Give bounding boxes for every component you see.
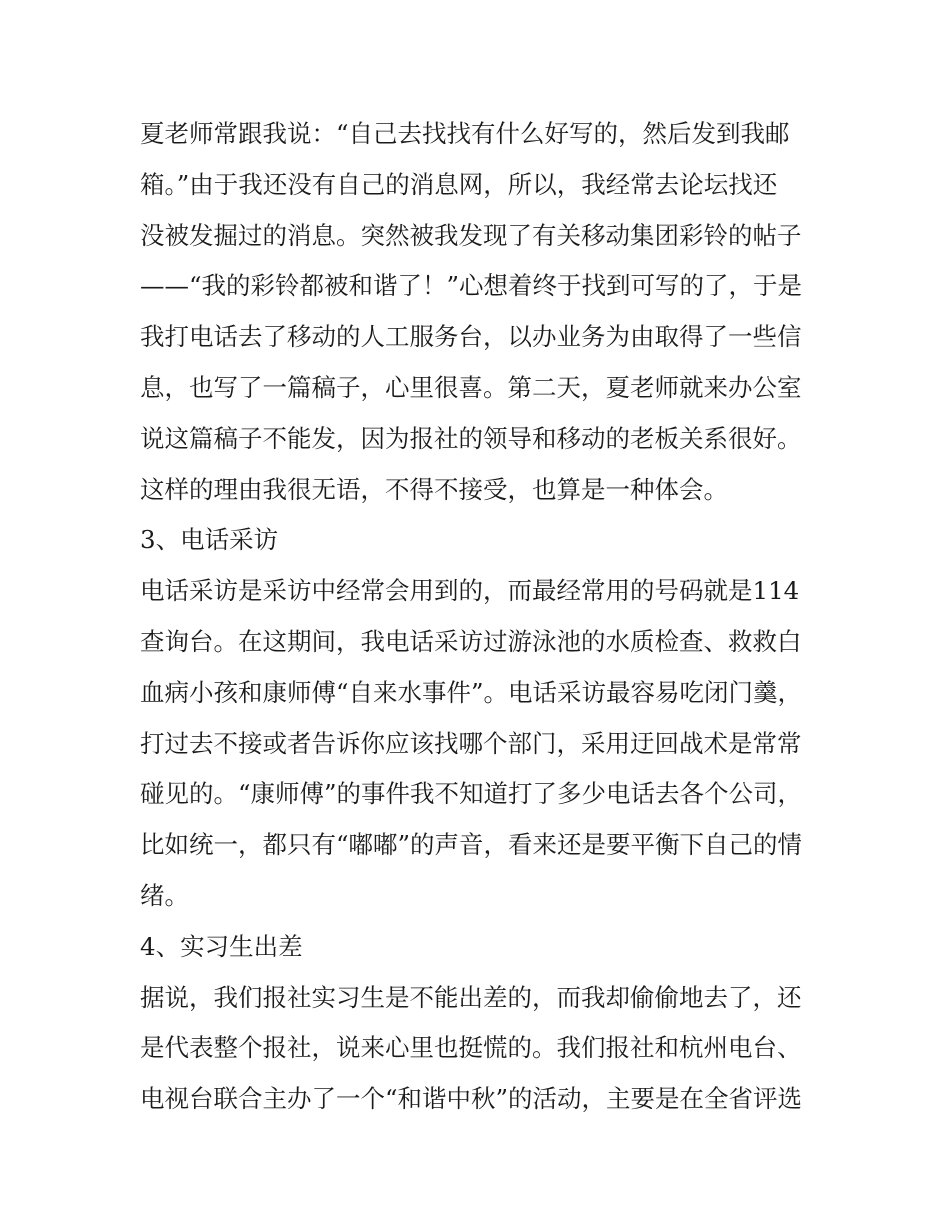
paragraph-line: 血病小孩和康师傅“自来水事件”。电话采访最容易吃闭门羹， <box>140 677 803 707</box>
body-text <box>140 109 810 1125</box>
section-heading-phone-interview: 3、电话采访 <box>140 525 279 555</box>
paragraph-line: 是代表整个报社，说来心里也挺慌的。我们报社和杭州电台、 <box>140 1033 802 1063</box>
paragraph-line: 查询台。在这期间，我电话采访过游泳池的水质检查、救救白 <box>140 626 802 656</box>
paragraph-line: ——“我的彩铃都被和谐了！”心想着终于找到可写的了，于是 <box>140 271 803 301</box>
paragraph-line: 据说，我们报社实习生是不能出差的，而我却偷偷地去了，还 <box>140 982 802 1012</box>
paragraph-line: 没被发掘过的消息。突然被我发现了有关移动集团彩铃的帖子 <box>140 220 802 250</box>
paragraph-line: 息，也写了一篇稿子，心里很喜。第二天，夏老师就来办公室 <box>140 372 802 402</box>
paragraph-line: 电话采访是采访中经常会用到的，而最经常用的号码就是114 <box>140 576 800 606</box>
paragraph-line: 箱。”由于我还没有自己的消息网，所以，我经常去论坛找还 <box>140 169 778 199</box>
section-heading-intern-trip: 4、实习生出差 <box>140 931 303 961</box>
paragraph-line: 说这篇稿子不能发，因为报社的领导和移动的老板关系很好。 <box>140 423 802 453</box>
paragraph-line: 夏老师常跟我说：“自己去找找有什么好写的，然后发到我邮 <box>140 119 790 148</box>
paragraph-line: 电视台联合主办了一个“和谐中秋”的活动，主要是在全省评选 <box>140 1084 803 1114</box>
paragraph-line: 打过去不接或者告诉你应该找哪个部门，采用迂回战术是常常 <box>140 728 802 758</box>
paragraph-line: 碰见的。“康师傅”的事件我不知道打了多少电话去各个公司， <box>140 779 803 809</box>
paragraph-line: 这样的理由我很无语，不得不接受，也算是一种体会。 <box>140 474 728 504</box>
paragraph-line: 我打电话去了移动的人工服务台，以办业务为由取得了一些信 <box>140 322 802 352</box>
paragraph-line: 比如统一，都只有“嘟嘟”的声音，看来还是要平衡下自己的情 <box>140 830 803 860</box>
paragraph-line: 绪。 <box>140 880 189 910</box>
